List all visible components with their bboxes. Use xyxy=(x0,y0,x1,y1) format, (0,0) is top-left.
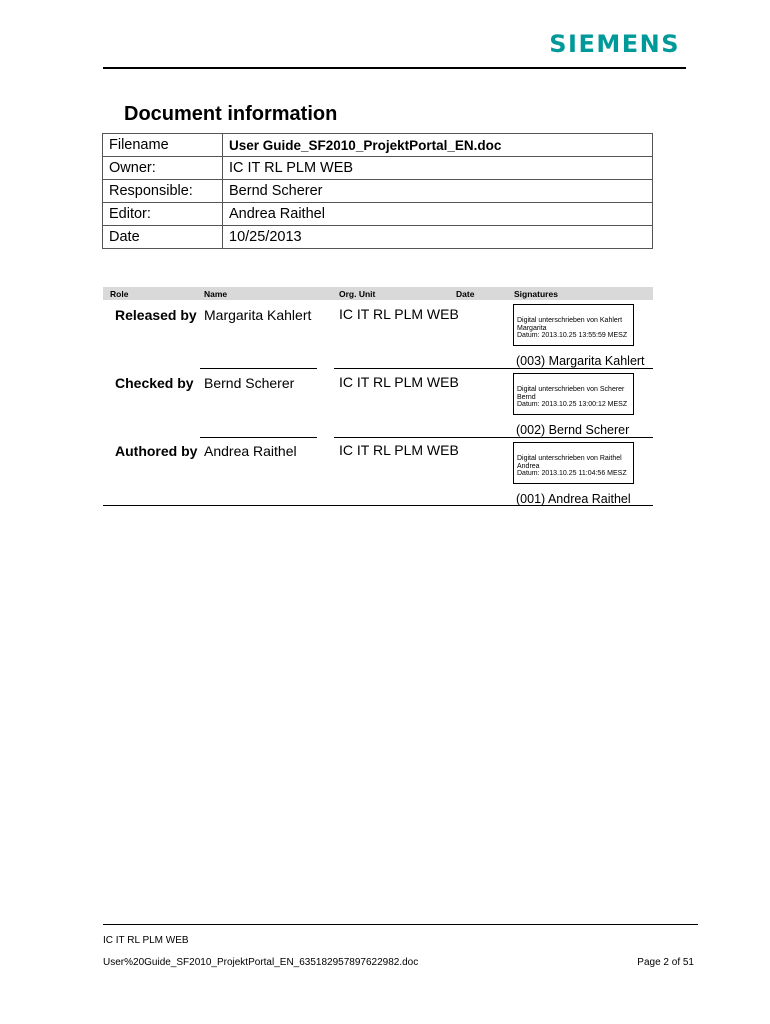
digital-signature-box xyxy=(513,304,634,346)
digital-signature-box xyxy=(513,373,634,415)
column-header-signatures: Signatures xyxy=(514,289,558,299)
footer-page-number: Page 2 of 51 xyxy=(637,957,694,968)
signature-date: Datum: 2013.10.25 13:00:12 MESZ xyxy=(517,401,628,408)
info-label: Editor: xyxy=(103,203,223,226)
signature-caption: (003) Margarita Kahlert xyxy=(516,354,645,368)
footer-rule xyxy=(103,924,698,925)
digital-signature-box xyxy=(513,442,634,484)
info-value: Bernd Scherer xyxy=(223,180,653,203)
info-row-filename xyxy=(103,134,653,157)
role-label: Checked by xyxy=(115,375,194,391)
signer-name: Bernd Scherer xyxy=(204,375,295,391)
info-label: Filename xyxy=(103,134,223,157)
info-row-responsible xyxy=(103,180,653,203)
name-signature-line xyxy=(200,437,317,438)
signature-text: Digital unterschrieben von Scherer xyxy=(517,386,625,393)
org-unit: IC IT RL PLM WEB xyxy=(339,442,459,458)
column-header-role: Role xyxy=(110,289,129,299)
info-value: 10/25/2013 xyxy=(223,226,653,249)
signature-line xyxy=(334,368,653,369)
info-value: User Guide_SF2010_ProjektPortal_EN.doc xyxy=(223,134,653,157)
info-row-editor xyxy=(103,203,653,226)
signature-text: Digital unterschrieben von Raithel xyxy=(517,455,622,462)
info-label: Date xyxy=(103,226,223,249)
info-row-date xyxy=(103,226,653,249)
footer-org: IC IT RL PLM WEB xyxy=(103,935,189,946)
info-label: Responsible: xyxy=(103,180,223,203)
signature-text: Margarita xyxy=(517,324,547,332)
info-value: Andrea Raithel xyxy=(223,203,653,226)
column-header-name: Name xyxy=(204,289,228,299)
document-info-table xyxy=(102,133,653,249)
signature-text: Bernd xyxy=(517,393,536,401)
signature-caption: (001) Andrea Raithel xyxy=(516,492,631,506)
document-info-title: Document information xyxy=(124,103,338,125)
signature-text: Digital unterschrieben von Kahlert xyxy=(517,317,623,324)
siemens-logo: SIEMENS xyxy=(549,30,680,58)
signature-date: Datum: 2013.10.25 11:04:56 MESZ xyxy=(517,470,627,477)
column-header-date: Date xyxy=(456,289,475,299)
footer-filename: User%20Guide_SF2010_ProjektPortal_EN_635182957897622982.doc xyxy=(103,957,419,968)
org-unit: IC IT RL PLM WEB xyxy=(339,306,459,322)
signature-line xyxy=(334,437,653,438)
role-label: Released by xyxy=(115,307,197,323)
header-rule xyxy=(103,67,686,69)
name-signature-line xyxy=(200,368,317,369)
info-value: IC IT RL PLM WEB xyxy=(223,157,653,180)
role-label: Authored by xyxy=(115,443,198,459)
info-row-owner xyxy=(103,157,653,180)
signature-caption: (002) Bernd Scherer xyxy=(516,423,630,437)
signature-date: Datum: 2013.10.25 13:55:59 MESZ xyxy=(517,332,628,339)
signature-table-bottom-rule xyxy=(103,505,653,506)
column-header-org-unit: Org. Unit xyxy=(339,289,376,299)
signature-table-header xyxy=(103,287,653,300)
signer-name: Andrea Raithel xyxy=(204,443,297,459)
org-unit: IC IT RL PLM WEB xyxy=(339,374,459,390)
signer-name: Margarita Kahlert xyxy=(204,307,312,323)
signature-text: Andrea xyxy=(517,462,540,470)
info-label: Owner: xyxy=(103,157,223,180)
